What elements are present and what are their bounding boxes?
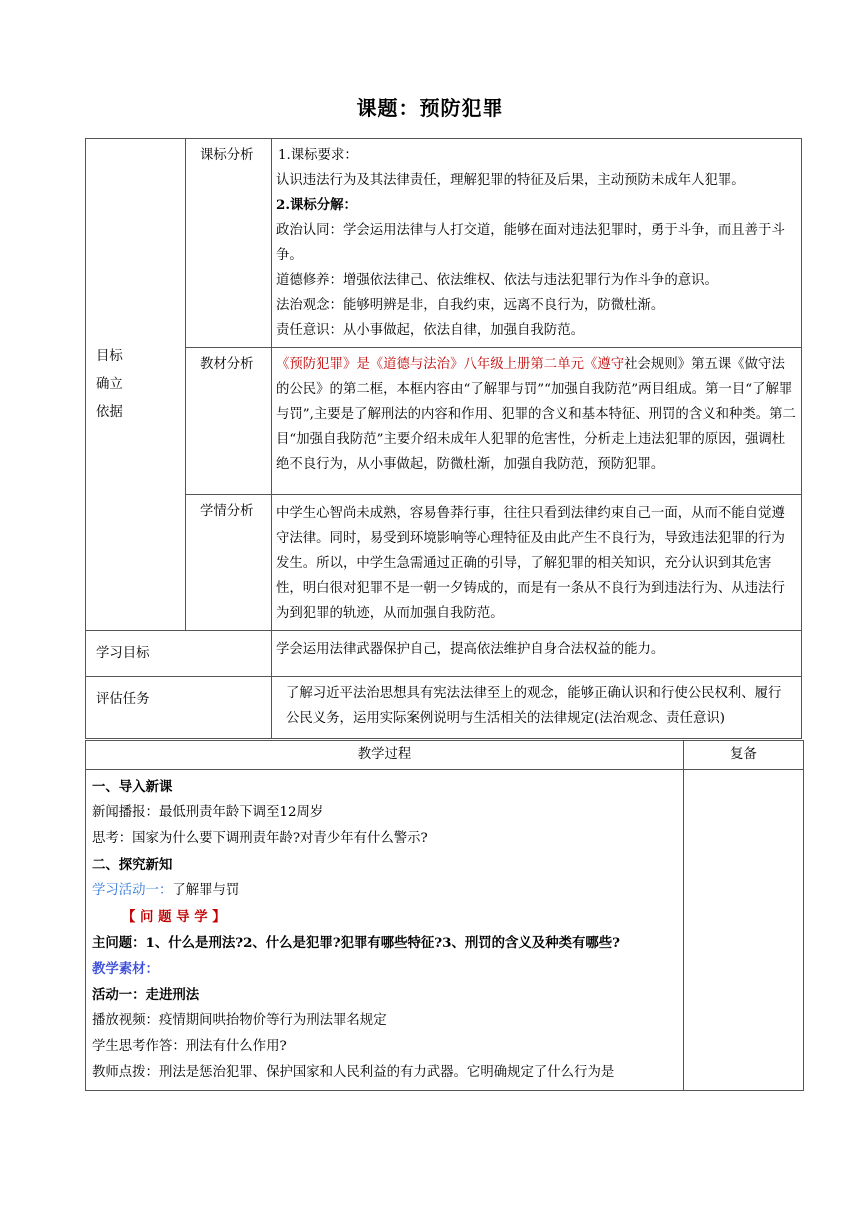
study-goal-label: 学习目标 <box>86 631 272 677</box>
jiaocai-label: 教材分析 <box>186 348 272 495</box>
assessment-text: 了解习近平法治思想具有宪法法律至上的观念，能够正确认识和行使公民权利、履行公民义务，运用实际案例说明与生活相关的法律规定(法治观念、责任意识) <box>272 677 802 739</box>
study-goal-text: 学会运用法律武器保护自己，提高依法维护自身合法权益的能力。 <box>272 631 802 677</box>
process-line: 思考：国家为什么要下调刑责年龄?对青少年有什么警示? <box>92 831 428 846</box>
assessment-label: 评估任务 <box>86 677 272 739</box>
review-header: 复备 <box>684 741 804 770</box>
goals-side-label <box>86 139 186 631</box>
goals-table <box>85 138 802 739</box>
jiaocai-text: 社会规则》第五课《做守法的公民》的第二框，本框内容由“了解罪与罚”“加强自我防范”两目组成。第一目“了解罪与罚”,主要是了解刑法的内容和作用、犯罪的含义和基本特征、刑罚的含义和种类。第二目“加强自我防范”主要介绍未成年人犯罪的危害性，分析走上违法犯罪的原因，强调杜绝不良行为，从小事做起，防微杜渐，加强自我防范，预防犯罪。 <box>276 357 796 472</box>
kebiao-item: 责任意识：从小事做起，依法自律，加强自我防范。 <box>276 323 584 338</box>
goals-label-line: 确立 <box>96 376 123 392</box>
materials-heading: 教学素材： <box>92 961 159 977</box>
kebiao-label: 课标分析 <box>186 139 272 348</box>
goals-label-line: 目标 <box>96 348 123 364</box>
kebiao-item: 政治认同：学会运用法律与人打交道，能够在面对违法犯罪时，勇于斗争，而且善于斗争。 <box>276 223 785 263</box>
xueqing-content <box>272 495 802 631</box>
review-cell <box>684 770 804 1091</box>
activity-label: 学习活动一： <box>92 883 173 898</box>
xueqing-label: 学情分析 <box>186 495 272 631</box>
main-question: 主问题：1、什么是刑法?2、什么是犯罪?犯罪有哪些特征?3、刑罚的含义及种类有哪些? <box>92 935 621 951</box>
section-heading: 二、探究新知 <box>92 857 173 873</box>
kebiao-item: 道德修养：增强依法律己、依法维权、依法与违法犯罪行为作斗争的意识。 <box>276 273 718 288</box>
page-title: 课题：预防犯罪 <box>356 96 504 120</box>
kebiao-requirement: 认识违法行为及其法律责任，理解犯罪的特征及后果，主动预防未成年人犯罪。 <box>276 173 745 188</box>
process-header: 教学过程 <box>86 741 684 770</box>
activity-heading: 活动一：走进刑法 <box>92 987 200 1003</box>
jiaocai-red-text: 《预防犯罪》是《道德与法治》八年级上册第二单元《遵守 <box>276 357 625 372</box>
kebiao-heading1: 1.课标要求： <box>278 148 358 163</box>
goals-label-line: 依据 <box>96 404 123 420</box>
process-line: 学生思考作答：刑法有什么作用? <box>92 1039 287 1054</box>
process-table <box>85 740 804 1091</box>
section-heading: 一、导入新课 <box>92 779 173 795</box>
kebiao-item: 法治观念：能够明辨是非，自我约束，远离不良行为，防微杜渐。 <box>276 298 665 313</box>
xueqing-text: 中学生心智尚未成熟，容易鲁莽行事，往往只看到法律约束自己一面，从而不能自觉遵守法律。同时，易受到环境影响等心理特征及由此产生不良行为，导致违法犯罪的行为发生。所以，中学生急需通过正确的引导，了解犯罪的相关知识，充分认识到其危害性，明白很对犯罪不是一朝一夕铸成的，而是有一条从不良行为到违法行为、从违法行为到犯罪的轨迹，从而加强自我防范。 <box>276 506 785 621</box>
activity-line <box>92 878 677 904</box>
activity-title: 了解罪与罚 <box>172 883 240 898</box>
jiaocai-content <box>272 348 802 495</box>
process-content <box>86 770 684 1091</box>
kebiao-heading2: 2.课标分解： <box>276 197 357 213</box>
process-line: 播放视频：疫情期间哄抬物价等行为刑法罪名规定 <box>92 1013 387 1028</box>
question-guide-heading: 【 问 题 导 学 】 <box>122 909 226 925</box>
kebiao-content <box>272 139 802 348</box>
process-line: 教师点拨：刑法是惩治犯罪、保护国家和人民利益的有力武器。它明确规定了什么行为是 <box>92 1065 615 1080</box>
process-line: 新闻播报：最低刑责年龄下调至12周岁 <box>92 805 324 820</box>
